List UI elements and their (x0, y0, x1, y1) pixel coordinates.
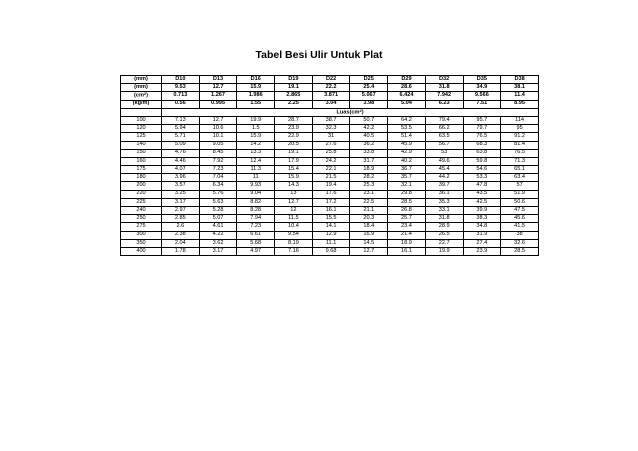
area-cell: 4.22 (199, 231, 237, 239)
area-cell: 42.9 (388, 149, 426, 157)
area-cell: 1.5 (237, 125, 275, 133)
header-cell: 34.9 (463, 84, 501, 92)
spacing-cell: 300 (121, 231, 162, 239)
area-cell: 53.5 (388, 125, 426, 133)
table-row (121, 174, 539, 182)
area-cell: 16.9 (350, 231, 388, 239)
spacing-cell: 275 (121, 223, 162, 231)
header-row (121, 100, 539, 108)
area-cell: 23.9 (275, 125, 313, 133)
header-row (121, 76, 539, 84)
table-row (121, 125, 539, 133)
table-row (121, 182, 539, 190)
area-cell: 35.3 (425, 198, 463, 206)
area-cell: 14.5 (350, 239, 388, 247)
area-cell: 28.9 (425, 223, 463, 231)
area-cell: 7.04 (199, 174, 237, 182)
header-cell: 3.04 (312, 100, 350, 108)
table-row (121, 157, 539, 165)
table-row (121, 141, 539, 149)
area-cell: 3.17 (199, 247, 237, 255)
area-cell: 28.5 (388, 198, 426, 206)
area-cell: 2.38 (162, 231, 200, 239)
area-cell: 16.1 (388, 247, 426, 255)
area-cell: 31 (312, 133, 350, 141)
area-cell: 11 (237, 174, 275, 182)
area-cell: 11.3 (237, 166, 275, 174)
area-cell: 14.3 (275, 182, 313, 190)
area-cell: 95.7 (463, 116, 501, 124)
area-cell: 76.5 (501, 149, 539, 157)
header-cell: 25.4 (350, 84, 388, 92)
header-cell: 5.067 (350, 92, 388, 100)
area-cell: 38.7 (312, 116, 350, 124)
header-cell: 1.55 (237, 100, 275, 108)
area-cell: 12.9 (312, 231, 350, 239)
area-cell: 25.3 (350, 182, 388, 190)
area-cell: 45.9 (388, 141, 426, 149)
area-cell: 47.8 (463, 182, 501, 190)
header-cell: 9.53 (162, 84, 200, 92)
area-cell: 2.6 (162, 223, 200, 231)
header-cell: 12.7 (199, 84, 237, 92)
area-cell: 40.5 (350, 133, 388, 141)
table-row (121, 239, 539, 247)
table-row (121, 133, 539, 141)
header-cell: D32 (425, 76, 463, 84)
header-cell: D25 (350, 76, 388, 84)
area-cell: 9.54 (275, 231, 313, 239)
area-cell: 43.5 (463, 190, 501, 198)
area-cell: 114 (501, 116, 539, 124)
spacing-cell: 400 (121, 247, 162, 255)
area-cell: 36.1 (425, 190, 463, 198)
area-cell: 33.1 (425, 207, 463, 215)
area-cell: 31.9 (463, 231, 501, 239)
area-cell: 12.7 (275, 198, 313, 206)
area-cell: 42.5 (463, 198, 501, 206)
area-cell: 38 (501, 231, 539, 239)
header-cell: 31.8 (425, 84, 463, 92)
area-cell: 20.5 (275, 141, 313, 149)
area-cell: 31.7 (350, 157, 388, 165)
area-cell: 36.2 (350, 141, 388, 149)
row-label-cell: $(cm^2)$ (121, 92, 162, 100)
header-cell: 15.9 (237, 84, 275, 92)
header-cell: 0.713 (162, 92, 200, 100)
header-cell: 1.986 (237, 92, 275, 100)
luas-label: $Luas(cm^2)$ (162, 108, 539, 116)
spacing-cell: 240 (121, 207, 162, 215)
area-cell: 5.07 (199, 215, 237, 223)
area-cell: 11.1 (312, 239, 350, 247)
area-cell: 32.3 (312, 125, 350, 133)
header-cell: 3.98 (350, 100, 388, 108)
area-cell: 18.9 (350, 166, 388, 174)
area-cell: 6.34 (199, 182, 237, 190)
area-cell: 5.76 (199, 190, 237, 198)
header-cell: 2.865 (275, 92, 313, 100)
header-cell: 2.25 (275, 100, 313, 108)
header-cell: 11.4 (501, 92, 539, 100)
spacing-cell: 125 (121, 133, 162, 141)
area-cell: 3.17 (162, 198, 200, 206)
area-cell: 45.4 (425, 166, 463, 174)
spacing-cell: 180 (121, 174, 162, 182)
area-cell: 50.7 (350, 116, 388, 124)
spacing-cell: 150 (121, 149, 162, 157)
header-cell: 0.995 (199, 100, 237, 108)
table-row (121, 198, 539, 206)
area-cell: 9.04 (237, 190, 275, 198)
area-cell: 28.5 (501, 247, 539, 255)
area-cell: 11.5 (275, 215, 313, 223)
area-cell: 19.9 (425, 247, 463, 255)
area-cell: 17.6 (312, 190, 350, 198)
header-cell: D35 (463, 76, 501, 84)
spacing-cell: 175 (121, 166, 162, 174)
area-cell: 56.7 (425, 141, 463, 149)
area-cell: 95 (501, 125, 539, 133)
area-cell: 17.9 (275, 157, 313, 165)
spacing-cell: 160 (121, 157, 162, 165)
area-cell: 24.2 (312, 157, 350, 165)
area-cell: 7.94 (237, 215, 275, 223)
area-cell: 8.45 (199, 149, 237, 157)
area-cell: 49.6 (425, 157, 463, 165)
area-cell: 23.1 (350, 190, 388, 198)
area-cell: 10.6 (199, 125, 237, 133)
row-label-cell: (mm) (121, 84, 162, 92)
area-cell: 18.9 (388, 239, 426, 247)
area-cell: 68.3 (463, 141, 501, 149)
area-cell: 31.8 (425, 215, 463, 223)
area-cell: 9.05 (199, 141, 237, 149)
header-cell: D19 (275, 76, 313, 84)
area-cell: 2.97 (162, 207, 200, 215)
area-cell: 63.4 (501, 174, 539, 182)
table-row (121, 166, 539, 174)
area-cell: 51.9 (501, 190, 539, 198)
area-cell: 7.92 (199, 157, 237, 165)
area-cell: 76.5 (463, 133, 501, 141)
spacing-cell: 200 (121, 182, 162, 190)
header-cell: D22 (312, 76, 350, 84)
area-cell: 33.8 (350, 149, 388, 157)
area-cell: 27.6 (312, 141, 350, 149)
area-cell: 12.4 (237, 157, 275, 165)
header-cell: 9.566 (463, 92, 501, 100)
header-cell: 3.871 (312, 92, 350, 100)
area-cell: 50.6 (501, 198, 539, 206)
area-cell: 3.62 (199, 239, 237, 247)
area-cell: 65.1 (501, 166, 539, 174)
area-cell: 57 (501, 182, 539, 190)
area-cell: 21.5 (312, 174, 350, 182)
area-cell: 28.7 (275, 116, 313, 124)
area-cell: 5.28 (199, 207, 237, 215)
area-cell: 22.7 (425, 239, 463, 247)
area-cell: 4.97 (237, 247, 275, 255)
spacing-cell: 120 (121, 125, 162, 133)
area-cell: 7.23 (237, 223, 275, 231)
area-cell: 3.57 (162, 182, 200, 190)
header-cell: 28.6 (388, 84, 426, 92)
area-cell: 38.3 (463, 215, 501, 223)
header-cell: 7.942 (425, 92, 463, 100)
area-cell: 1.78 (162, 247, 200, 255)
area-cell: 4.76 (162, 149, 200, 157)
header-cell: 38.1 (501, 84, 539, 92)
area-cell: 64.2 (388, 116, 426, 124)
area-cell: 13.3 (237, 149, 275, 157)
area-cell: 29.8 (388, 190, 426, 198)
area-cell: 25.7 (388, 215, 426, 223)
area-cell: 54.6 (463, 166, 501, 174)
area-cell: 32.1 (388, 182, 426, 190)
area-cell: 53 (425, 149, 463, 157)
row-label-cell: (mm) (121, 76, 162, 84)
blank-cell (121, 108, 162, 116)
area-cell: 4.61 (199, 223, 237, 231)
area-cell: 20.3 (350, 215, 388, 223)
area-cell: 22.5 (350, 198, 388, 206)
area-cell: 10.1 (199, 133, 237, 141)
area-cell: 35.7 (388, 174, 426, 182)
table-row (121, 223, 539, 231)
area-cell: 28.2 (350, 174, 388, 182)
area-cell: 14.1 (312, 223, 350, 231)
area-cell: 3.96 (162, 174, 200, 182)
area-cell: 53.3 (463, 174, 501, 182)
area-cell: 25.8 (312, 149, 350, 157)
area-cell: 12.7 (199, 116, 237, 124)
area-cell: 45.6 (501, 215, 539, 223)
area-cell: 5.68 (237, 239, 275, 247)
header-row (121, 84, 539, 92)
area-cell: 32.6 (501, 239, 539, 247)
area-cell: 18.4 (350, 223, 388, 231)
area-cell: 91.2 (501, 133, 539, 141)
area-cell: 9.93 (237, 182, 275, 190)
header-cell: D10 (162, 76, 200, 84)
area-cell: 19.1 (275, 149, 313, 157)
spacing-cell: 140 (121, 141, 162, 149)
area-cell: 39.7 (425, 182, 463, 190)
area-cell: 7.16 (275, 247, 313, 255)
area-cell: 8.28 (237, 207, 275, 215)
table-row (121, 207, 539, 215)
area-cell: 34.8 (463, 223, 501, 231)
area-cell: 19.9 (237, 116, 275, 124)
row-label-cell: (kg/m) (121, 100, 162, 108)
area-cell: 5.09 (162, 141, 200, 149)
area-cell: 79.7 (463, 125, 501, 133)
area-cell: 15.5 (312, 215, 350, 223)
area-cell: 16.1 (312, 207, 350, 215)
area-cell: 41.5 (501, 223, 539, 231)
area-cell: 10.4 (275, 223, 313, 231)
superscript: 2 (143, 91, 147, 97)
header-cell: D29 (388, 76, 426, 84)
area-cell: 22.9 (275, 133, 313, 141)
area-cell: 23.9 (463, 247, 501, 255)
luas-header-row (121, 108, 539, 116)
area-cell: 44.2 (425, 174, 463, 182)
table-row (121, 190, 539, 198)
spacing-cell: 225 (121, 198, 162, 206)
header-row (121, 92, 539, 100)
header-cell: 19.1 (275, 84, 313, 92)
table-row (121, 231, 539, 239)
area-cell: 7.13 (162, 116, 200, 124)
area-cell: 26.5 (425, 231, 463, 239)
header-cell: 6.23 (425, 100, 463, 108)
area-cell: 79.4 (425, 116, 463, 124)
area-cell: 8.19 (275, 239, 313, 247)
spacing-cell: 100 (121, 116, 162, 124)
header-cell: 0.56 (162, 100, 200, 108)
header-cell: 8.95 (501, 100, 539, 108)
area-cell: 21.1 (350, 207, 388, 215)
area-cell: 47.5 (501, 207, 539, 215)
area-cell: 59.8 (463, 157, 501, 165)
header-cell: D38 (501, 76, 539, 84)
area-cell: 63.8 (463, 149, 501, 157)
area-cell: 5.94 (162, 125, 200, 133)
area-cell: 5.63 (199, 198, 237, 206)
area-cell: 13 (275, 190, 313, 198)
area-cell: 81.4 (501, 141, 539, 149)
area-cell: 12.7 (350, 247, 388, 255)
area-cell: 8.82 (237, 198, 275, 206)
page-title: Tabel Besi Ulir Untuk Plat (255, 49, 383, 61)
spacing-cell: 350 (121, 239, 162, 247)
area-cell: 22.1 (312, 166, 350, 174)
superscript: 2 (359, 108, 362, 113)
area-cell: 39.9 (463, 207, 501, 215)
header-cell: 6.424 (388, 92, 426, 100)
area-cell: 4.07 (162, 166, 200, 174)
area-cell: 14.2 (237, 141, 275, 149)
area-cell: 7.23 (199, 166, 237, 174)
area-cell: 6.61 (237, 231, 275, 239)
rebar-table (120, 75, 539, 256)
area-cell: 51.4 (388, 133, 426, 141)
table-row (121, 116, 539, 124)
area-cell: 4.46 (162, 157, 200, 165)
area-cell: 63.5 (425, 133, 463, 141)
table-row (121, 149, 539, 157)
area-cell: 17.2 (312, 198, 350, 206)
area-cell: 23.4 (388, 223, 426, 231)
area-cell: 40.2 (388, 157, 426, 165)
table-row (121, 247, 539, 255)
spacing-cell: 220 (121, 190, 162, 198)
area-cell: 19.4 (312, 182, 350, 190)
area-cell: 15.4 (275, 166, 313, 174)
header-cell: 1.267 (199, 92, 237, 100)
area-cell: 71.3 (501, 157, 539, 165)
area-cell: 27.4 (463, 239, 501, 247)
area-cell: 21.4 (388, 231, 426, 239)
area-cell: 5.71 (162, 133, 200, 141)
area-cell: 26.8 (388, 207, 426, 215)
area-cell: 2.85 (162, 215, 200, 223)
spacing-cell: 250 (121, 215, 162, 223)
header-cell: 22.2 (312, 84, 350, 92)
area-cell: 2.04 (162, 239, 200, 247)
area-cell: 9.68 (312, 247, 350, 255)
area-cell: 66.2 (425, 125, 463, 133)
area-cell: 12 (275, 207, 313, 215)
header-cell: 7.51 (463, 100, 501, 108)
header-cell: 5.04 (388, 100, 426, 108)
area-cell: 15.9 (275, 174, 313, 182)
area-cell: 15.9 (237, 133, 275, 141)
area-cell: 3.25 (162, 190, 200, 198)
area-cell: 42.2 (350, 125, 388, 133)
area-cell: 36.7 (388, 166, 426, 174)
header-cell: D13 (199, 76, 237, 84)
header-cell: D16 (237, 76, 275, 84)
table-row (121, 215, 539, 223)
